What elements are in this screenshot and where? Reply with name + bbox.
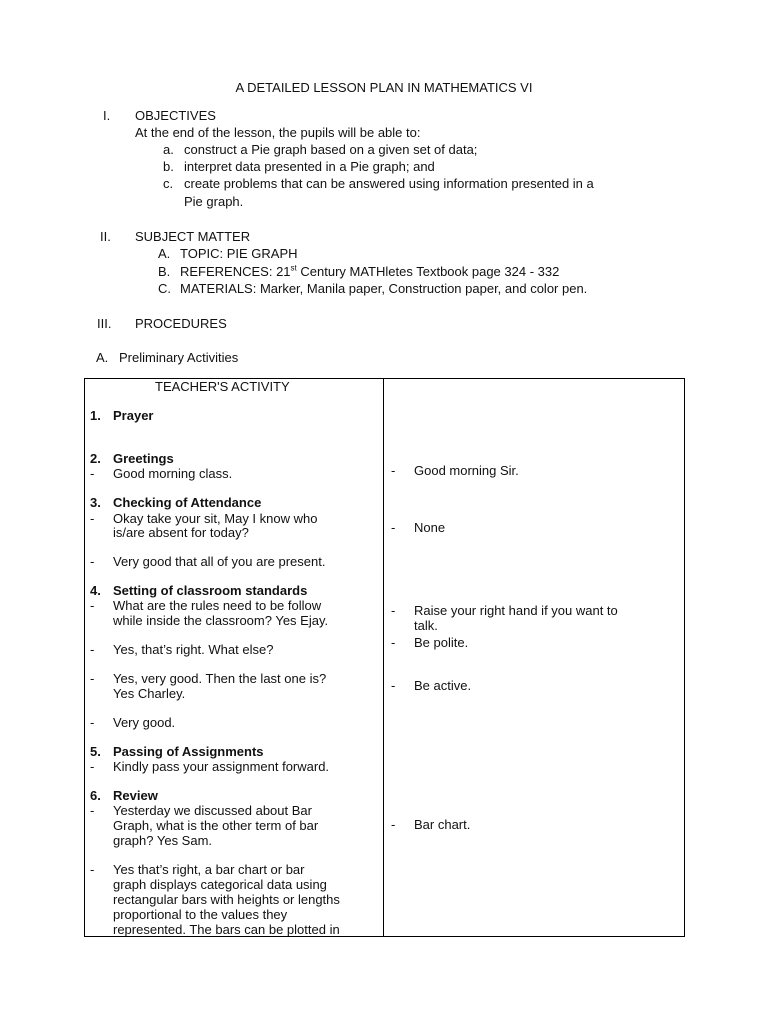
bullet-dash: - xyxy=(90,715,95,730)
page-title: A DETAILED LESSON PLAN IN MATHEMATICS VI xyxy=(235,80,533,95)
bullet-dash: - xyxy=(90,671,95,686)
subject-matter-heading: SUBJECT MATTER xyxy=(135,229,251,244)
teacher-line: Very good that all of you are present. xyxy=(113,554,326,569)
objectives-heading: OBJECTIVES xyxy=(135,108,216,123)
pupil-line: Good morning Sir. xyxy=(414,463,519,478)
preliminary-letter: A. xyxy=(96,350,109,365)
section-heading-greetings: Greetings xyxy=(113,451,174,466)
bullet-dash: - xyxy=(90,511,95,526)
teacher-line: is/are absent for today? xyxy=(113,525,249,540)
materials-letter: C. xyxy=(158,281,171,296)
pupil-line: Be active. xyxy=(414,678,472,693)
section-number: 4. xyxy=(90,583,101,598)
teacher-line: proportional to the values they xyxy=(113,907,288,922)
objectives-intro: At the end of the lesson, the pupils will be able to: xyxy=(135,125,421,140)
teacher-line: Very good. xyxy=(113,715,176,730)
bullet-dash: - xyxy=(90,466,95,481)
bullet-dash: - xyxy=(391,635,396,650)
teacher-line: rectangular bars with heights or lengths xyxy=(113,892,340,907)
bullet-dash: - xyxy=(391,817,396,832)
section-number: 6. xyxy=(90,788,101,803)
bullet-dash: - xyxy=(90,803,95,818)
subject-matter-number: II. xyxy=(100,229,111,244)
objectives-number: I. xyxy=(103,108,111,123)
teacher-activity-header: TEACHER'S ACTIVITY xyxy=(155,379,290,394)
bullet-dash: - xyxy=(90,642,95,657)
objective-b-letter: b. xyxy=(163,159,174,174)
bullet-dash: - xyxy=(90,862,95,877)
bullet-dash: - xyxy=(90,759,95,774)
column-divider xyxy=(383,379,384,936)
teacher-line: Yes, that’s right. What else? xyxy=(113,642,274,657)
section-number: 1. xyxy=(90,408,101,423)
topic-text: TOPIC: PIE GRAPH xyxy=(180,246,298,261)
teacher-line: What are the rules need to be follow xyxy=(113,598,322,613)
teacher-line: Yesterday we discussed about Bar xyxy=(113,803,312,818)
objective-a-letter: a. xyxy=(163,142,174,157)
teacher-line: Graph, what is the other term of bar xyxy=(113,818,319,833)
objective-c-text-cont: Pie graph. xyxy=(184,194,244,209)
bullet-dash: - xyxy=(391,603,396,618)
section-heading-prayer: Prayer xyxy=(113,408,154,423)
teacher-line: Yes that’s right, a bar chart or bar xyxy=(113,862,305,877)
objective-b-text: interpret data presented in a Pie graph; and xyxy=(184,159,435,174)
references-text: REFERENCES: 21st Century MATHletes Textbook page 324 - 332 xyxy=(180,263,560,279)
teacher-line: Kindly pass your assignment forward. xyxy=(113,759,330,774)
teacher-line: Yes Charley. xyxy=(113,686,186,701)
section-heading-assignments: Passing of Assignments xyxy=(113,744,264,759)
activity-table xyxy=(84,378,685,937)
procedures-heading: PROCEDURES xyxy=(135,316,227,331)
pupil-line: Be polite. xyxy=(414,635,469,650)
bullet-dash: - xyxy=(391,463,396,478)
section-heading-attendance: Checking of Attendance xyxy=(113,495,262,510)
teacher-line: graph displays categorical data using xyxy=(113,877,327,892)
pupil-line: Bar chart. xyxy=(414,817,471,832)
teacher-line: represented. The bars can be plotted in xyxy=(113,922,340,937)
section-number: 5. xyxy=(90,744,101,759)
bullet-dash: - xyxy=(391,678,396,693)
pupil-line: Raise your right hand if you want to xyxy=(414,603,618,618)
materials-text: MATERIALS: Marker, Manila paper, Construction paper, and color pen. xyxy=(180,281,588,296)
teacher-line: graph? Yes Sam. xyxy=(113,833,213,848)
objective-c-text: create problems that can be answered using information presented in a xyxy=(184,176,594,191)
section-number: 2. xyxy=(90,451,101,466)
pupil-line: None xyxy=(414,520,446,535)
preliminary-heading: Preliminary Activities xyxy=(119,350,239,365)
objective-c-letter: c. xyxy=(163,176,174,191)
section-heading-review: Review xyxy=(113,788,158,803)
procedures-number: III. xyxy=(97,316,112,331)
objective-a-text: construct a Pie graph based on a given set of data; xyxy=(184,142,478,157)
topic-letter: A. xyxy=(158,246,171,261)
section-number: 3. xyxy=(90,495,101,510)
teacher-line: Yes, very good. Then the last one is? xyxy=(113,671,327,686)
pupil-line: talk. xyxy=(414,618,438,633)
references-letter: B. xyxy=(158,264,171,279)
bullet-dash: - xyxy=(90,598,95,613)
teacher-line: while inside the classroom? Yes Ejay. xyxy=(113,613,329,628)
bullet-dash: - xyxy=(90,554,95,569)
bullet-dash: - xyxy=(391,520,396,535)
teacher-line: Okay take your sit, May I know who xyxy=(113,511,318,526)
teacher-line: Good morning class. xyxy=(113,466,233,481)
section-heading-standards: Setting of classroom standards xyxy=(113,583,308,598)
